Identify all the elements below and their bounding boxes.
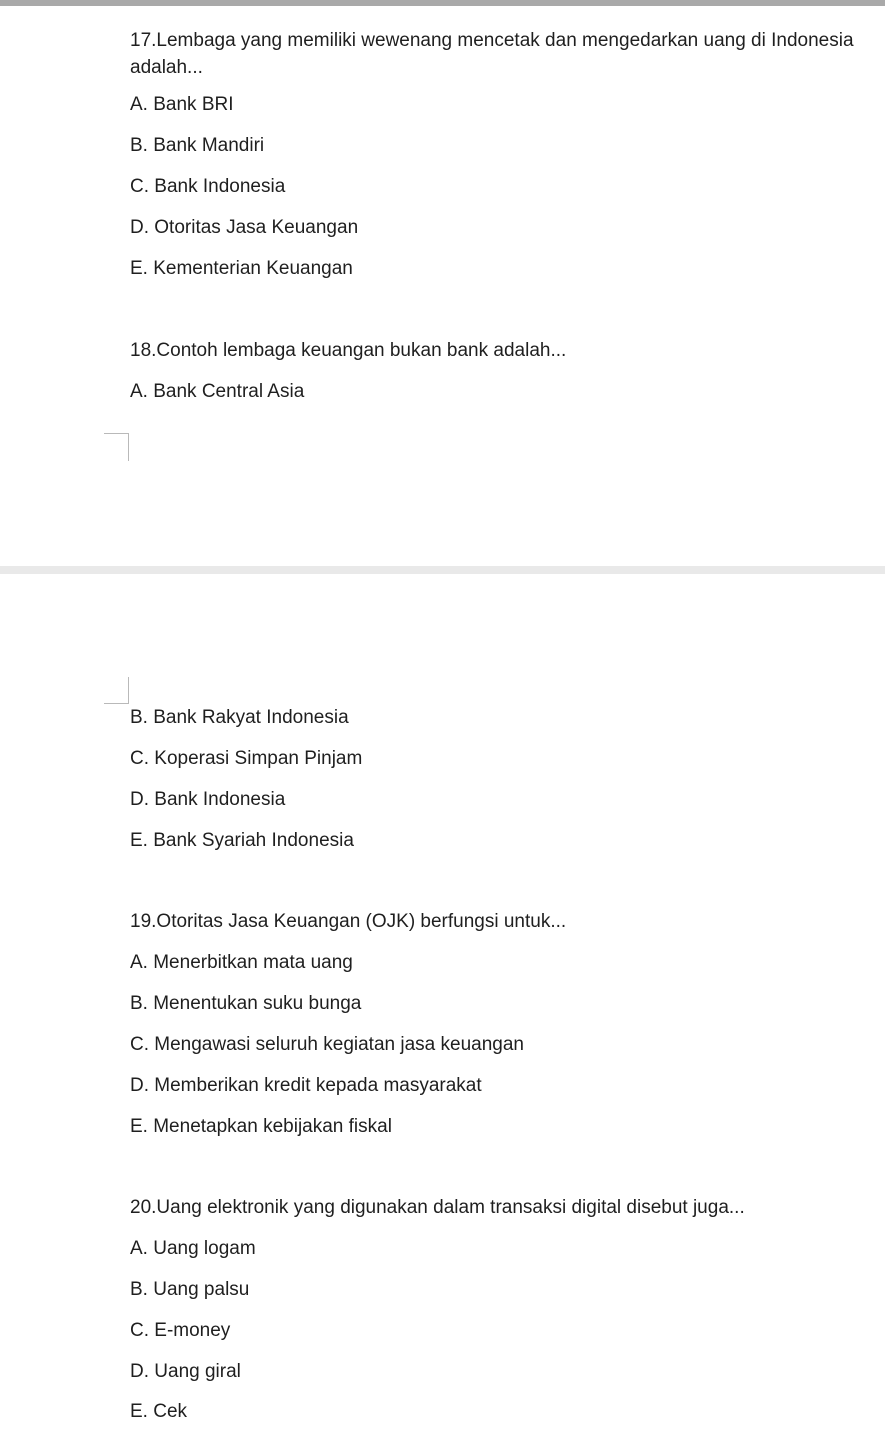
page-top-border bbox=[0, 0, 885, 6]
question-18-option-d: D. Bank Indonesia bbox=[130, 789, 286, 810]
question-20-option-b: B. Uang palsu bbox=[130, 1279, 250, 1300]
question-19-option-c: C. Mengawasi seluruh kegiatan jasa keuangan bbox=[130, 1034, 524, 1055]
question-20-option-e: E. Cek bbox=[130, 1401, 188, 1422]
question-19-option-d: D. Memberikan kredit kepada masyarakat bbox=[130, 1075, 482, 1096]
page-margin-corner-mark bbox=[104, 433, 129, 434]
question-19-text: 19.Otoritas Jasa Keuangan (OJK) berfungsi untuk... bbox=[130, 911, 567, 932]
question-17-text: 17.Lembaga yang memiliki wewenang mencetak dan mengedarkan uang di Indonesia bbox=[130, 30, 854, 51]
question-19-option-e: E. Menetapkan kebijakan fiskal bbox=[130, 1116, 392, 1137]
question-19-option-b: B. Menentukan suku bunga bbox=[130, 993, 362, 1014]
page-margin-corner-mark bbox=[104, 703, 129, 704]
question-17-option-d: D. Otoritas Jasa Keuangan bbox=[130, 217, 359, 238]
question-18-option-c: C. Koperasi Simpan Pinjam bbox=[130, 748, 363, 769]
question-17-option-b: B. Bank Mandiri bbox=[130, 135, 265, 156]
question-17-option-c: C. Bank Indonesia bbox=[130, 176, 286, 197]
question-20-option-c: C. E-money bbox=[130, 1320, 231, 1341]
question-20-text: 20.Uang elektronik yang digunakan dalam transaksi digital disebut juga... bbox=[130, 1197, 745, 1218]
page-margin-corner-mark bbox=[128, 677, 129, 704]
question-17-text-continued: adalah... bbox=[130, 57, 203, 78]
page-margin-corner-mark bbox=[128, 433, 129, 461]
question-20-option-a: A. Uang logam bbox=[130, 1238, 256, 1259]
question-20-option-d: D. Uang giral bbox=[130, 1361, 241, 1382]
question-17-option-e: E. Kementerian Keuangan bbox=[130, 258, 353, 279]
page-break bbox=[0, 566, 885, 574]
question-19-option-a: A. Menerbitkan mata uang bbox=[130, 952, 353, 973]
question-18-option-a: A. Bank Central Asia bbox=[130, 381, 305, 402]
question-17-option-a: A. Bank BRI bbox=[130, 94, 234, 115]
question-18-option-e: E. Bank Syariah Indonesia bbox=[130, 830, 354, 851]
question-18-option-b: B. Bank Rakyat Indonesia bbox=[130, 707, 349, 728]
question-18-text: 18.Contoh lembaga keuangan bukan bank adalah... bbox=[130, 340, 567, 361]
